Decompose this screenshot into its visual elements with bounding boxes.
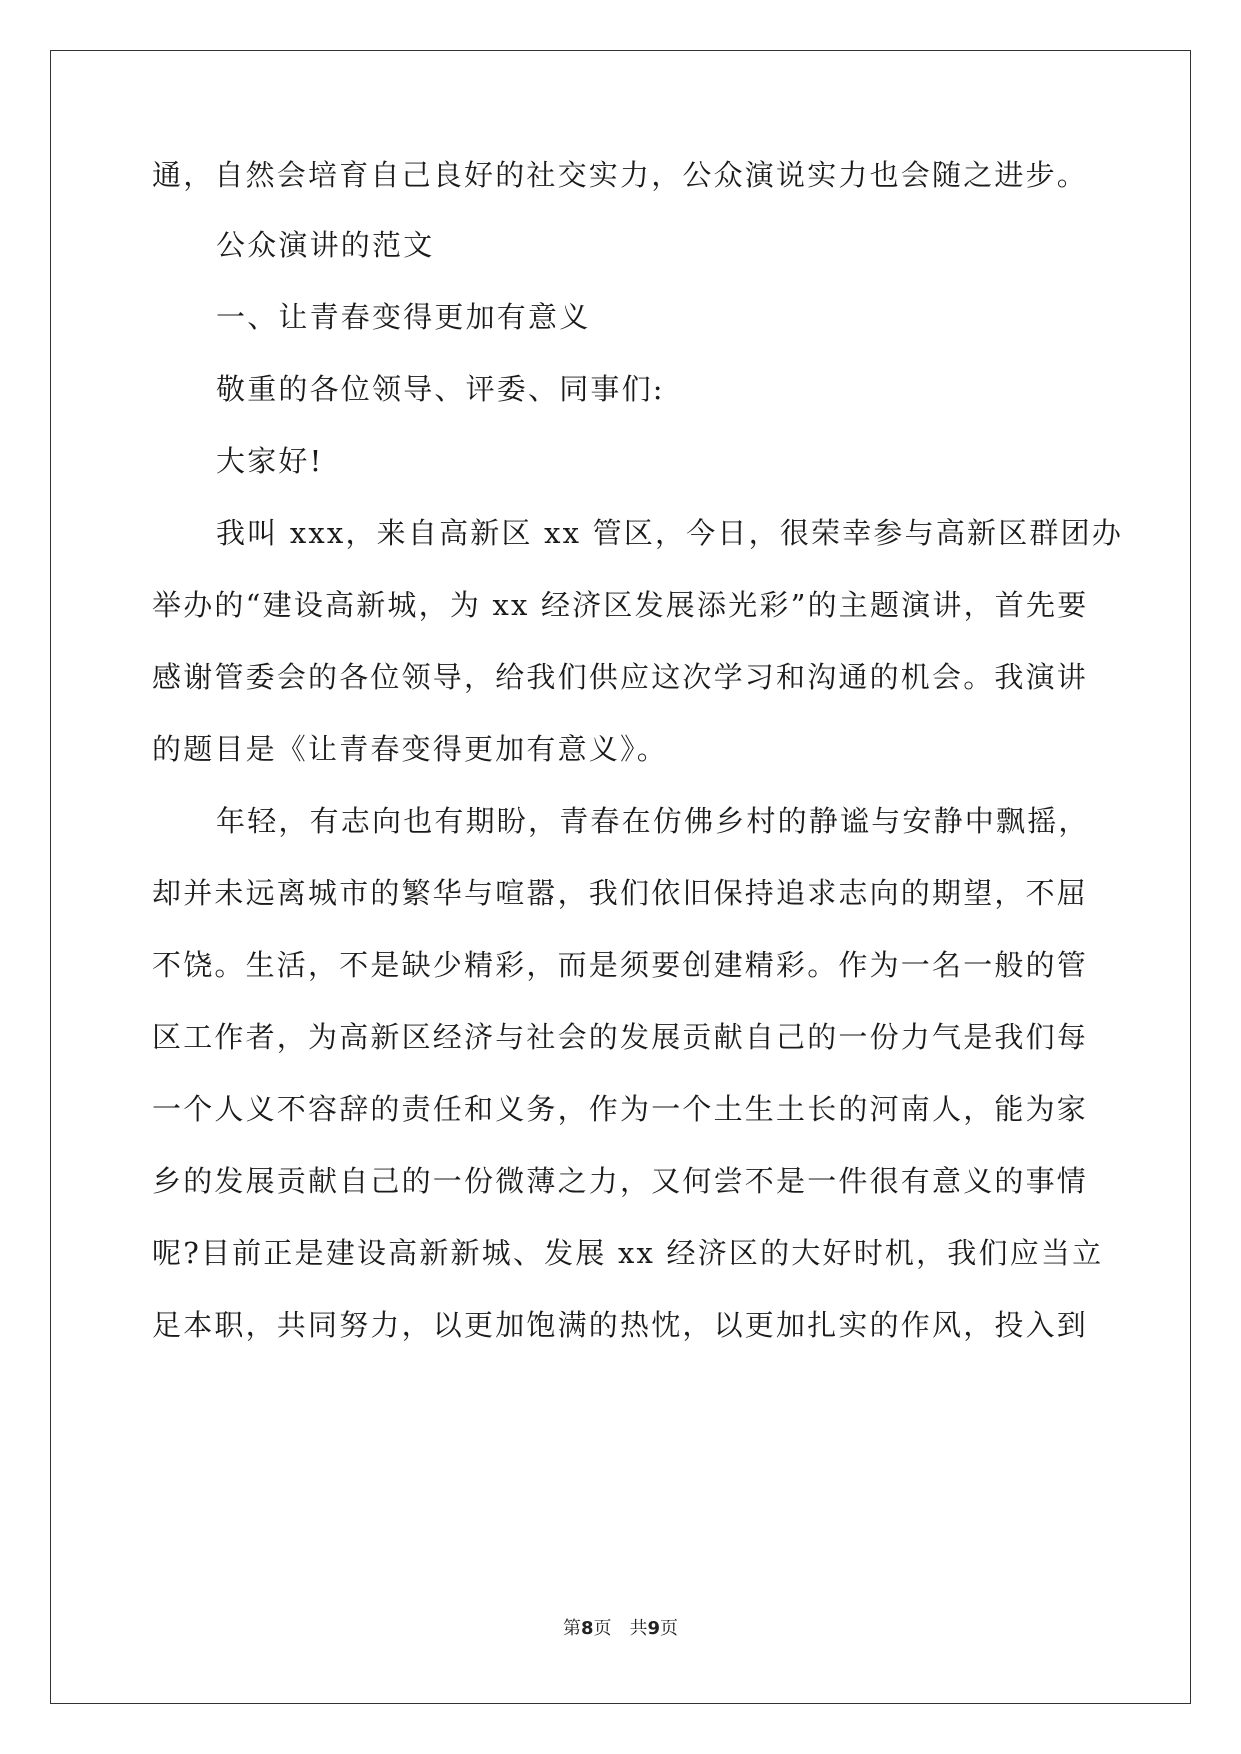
body-line-14: 一个人义不容辞的责任和义务，作为一个土生土长的河南人，能为家 bbox=[152, 1092, 1089, 1126]
body-line-8: 感谢管委会的各位领导，给我们供应这次学习和沟通的机会。我演讲 bbox=[152, 660, 1089, 694]
total-page-number: 9 bbox=[647, 1618, 661, 1639]
section-heading: 公众演讲的范文 bbox=[216, 228, 435, 262]
speech-title: 一、让青春变得更加有意义 bbox=[216, 300, 591, 334]
body-line-6: 我叫 xxx，来自高新区 xx 管区，今日，很荣幸参与高新区群团办 bbox=[216, 516, 1124, 550]
greeting: 大家好! bbox=[216, 444, 324, 478]
body-line-13: 区工作者，为高新区经济与社会的发展贡献自己的一份力气是我们每 bbox=[152, 1020, 1089, 1054]
body-line-16: 呢?目前正是建设高新新城、发展 xx 经济区的大好时机，我们应当立 bbox=[152, 1236, 1104, 1270]
body-line-1: 通，自然会培育自己良好的社交实力，公众演说实力也会随之进步。 bbox=[152, 158, 1089, 192]
salutation: 敬重的各位领导、评委、同事们: bbox=[216, 372, 665, 406]
body-line-11: 却并未远离城市的繁华与喧嚣，我们依旧保持追求志向的期望，不屈 bbox=[152, 876, 1089, 910]
page-number-footer bbox=[0, 1617, 1241, 1641]
body-line-17: 足本职，共同努力，以更加饱满的热忱，以更加扎实的作风，投入到 bbox=[152, 1308, 1089, 1342]
body-line-12: 不饶。生活，不是缺少精彩，而是须要创建精彩。作为一名一般的管 bbox=[152, 948, 1089, 982]
page-suffix: 页 bbox=[660, 1618, 679, 1639]
body-line-7: 举办的“建设高新城，为 xx 经济区发展添光彩”的主题演讲，首先要 bbox=[152, 588, 1089, 622]
body-line-10: 年轻，有志向也有期盼，青春在仿佛乡村的静谧与安静中飘摇， bbox=[216, 804, 1090, 838]
page-prefix: 第 bbox=[562, 1618, 581, 1639]
current-page-number: 8 bbox=[580, 1618, 594, 1639]
page-separator: 页 共 bbox=[593, 1618, 648, 1639]
body-line-9: 的题目是《让青春变得更加有意义》。 bbox=[152, 732, 668, 766]
body-line-15: 乡的发展贡献自己的一份微薄之力，又何尝不是一件很有意义的事情 bbox=[152, 1164, 1089, 1198]
